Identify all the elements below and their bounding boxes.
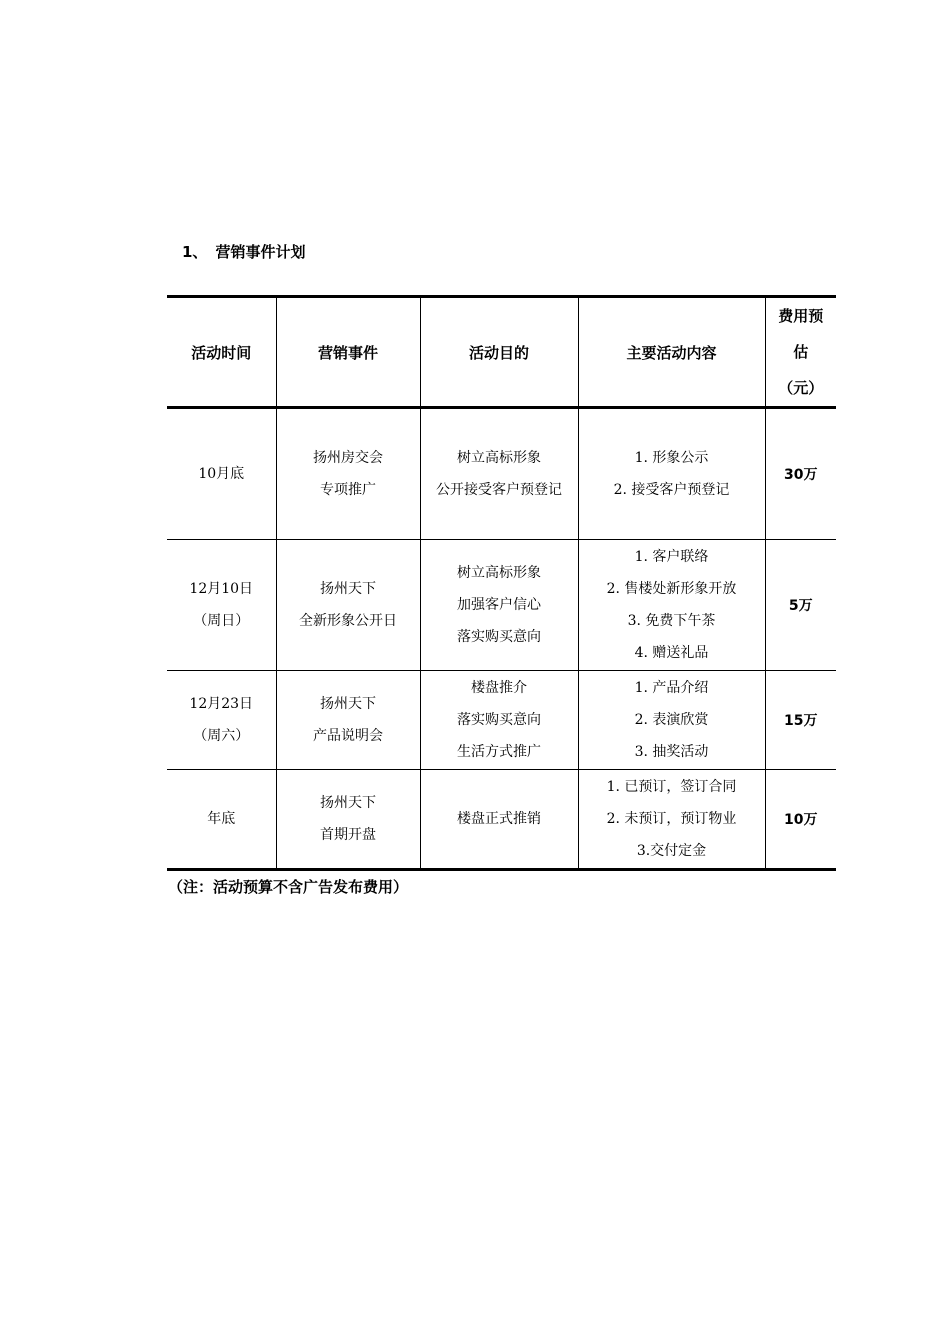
header-event: 营销事件 — [276, 297, 420, 408]
content-line: 2. 售楼处新形象开放 — [606, 581, 737, 597]
purpose-line: 生活方式推广 — [457, 744, 541, 760]
table-row — [167, 671, 836, 770]
cell-cost: 10万 — [765, 770, 836, 870]
content-line: 1. 形象公示 — [634, 450, 709, 466]
marketing-plan-table — [167, 295, 836, 871]
section-title: 营销事件计划 — [215, 243, 306, 261]
content-line: 1. 已预订，签订合同 — [606, 779, 737, 795]
purpose-line: 楼盘推介 — [471, 680, 527, 696]
cell-content — [578, 671, 765, 770]
header-cost-line2: 估 — [793, 343, 809, 361]
cell-event — [276, 408, 420, 540]
cell-time — [167, 770, 276, 870]
table-header-row — [167, 297, 836, 408]
header-cost — [765, 297, 836, 408]
purpose-line: 落实购买意向 — [457, 712, 541, 728]
purpose-line: 楼盘正式推销 — [457, 811, 541, 827]
cell-time — [167, 408, 276, 540]
cell-event — [276, 671, 420, 770]
header-purpose: 活动目的 — [420, 297, 578, 408]
time-line: 10月底 — [198, 466, 245, 482]
cell-purpose — [420, 540, 578, 671]
cell-purpose — [420, 671, 578, 770]
content-line: 3.交付定金 — [636, 843, 707, 859]
cell-content — [578, 540, 765, 671]
event-line: 产品说明会 — [313, 728, 383, 744]
section-heading — [182, 241, 305, 263]
content-line: 4. 赠送礼品 — [634, 645, 709, 661]
cell-event — [276, 540, 420, 671]
content-line: 2. 表演欣赏 — [634, 712, 709, 728]
table-row — [167, 770, 836, 870]
cell-content — [578, 770, 765, 870]
event-line: 专项推广 — [320, 482, 376, 498]
header-time: 活动时间 — [167, 297, 276, 408]
purpose-line: 落实购买意向 — [457, 629, 541, 645]
event-line: 扬州天下 — [320, 581, 376, 597]
time-line: （周日） — [193, 613, 250, 629]
table-row — [167, 408, 836, 540]
cell-event — [276, 770, 420, 870]
purpose-line: 树立高标形象 — [457, 565, 541, 581]
time-line: 年底 — [207, 811, 236, 827]
content-line: 1. 客户联络 — [634, 549, 709, 565]
cell-cost: 30万 — [765, 408, 836, 540]
content-line: 2. 未预订，预订物业 — [606, 811, 737, 827]
cell-cost: 5万 — [765, 540, 836, 671]
event-line: 首期开盘 — [320, 827, 376, 843]
purpose-line: 公开接受客户预登记 — [436, 482, 562, 498]
section-number: 1、 — [182, 243, 208, 261]
budget-note: （注：活动预算不含广告发布费用） — [168, 878, 409, 896]
content-line: 3. 抽奖活动 — [634, 744, 709, 760]
cell-time — [167, 671, 276, 770]
cell-cost: 15万 — [765, 671, 836, 770]
time-line: 12月23日 — [189, 696, 254, 712]
purpose-line: 加强客户信心 — [457, 597, 541, 613]
content-line: 1. 产品介绍 — [634, 680, 709, 696]
event-line: 扬州天下 — [320, 795, 376, 811]
event-line: 扬州房交会 — [313, 450, 383, 466]
header-cost-line1: 费用预 — [778, 307, 824, 325]
cell-purpose — [420, 770, 578, 870]
table-row — [167, 540, 836, 671]
purpose-line: 树立高标形象 — [457, 450, 541, 466]
content-line: 3. 免费下午茶 — [627, 613, 716, 629]
cell-time — [167, 540, 276, 671]
cell-purpose — [420, 408, 578, 540]
event-line: 扬州天下 — [320, 696, 376, 712]
header-cost-line3: （元） — [778, 379, 824, 397]
header-content: 主要活动内容 — [578, 297, 765, 408]
time-line: 12月10日 — [189, 581, 254, 597]
cell-content — [578, 408, 765, 540]
event-line: 全新形象公开日 — [299, 613, 397, 629]
content-line: 2. 接受客户预登记 — [613, 482, 730, 498]
time-line: （周六） — [193, 728, 250, 744]
